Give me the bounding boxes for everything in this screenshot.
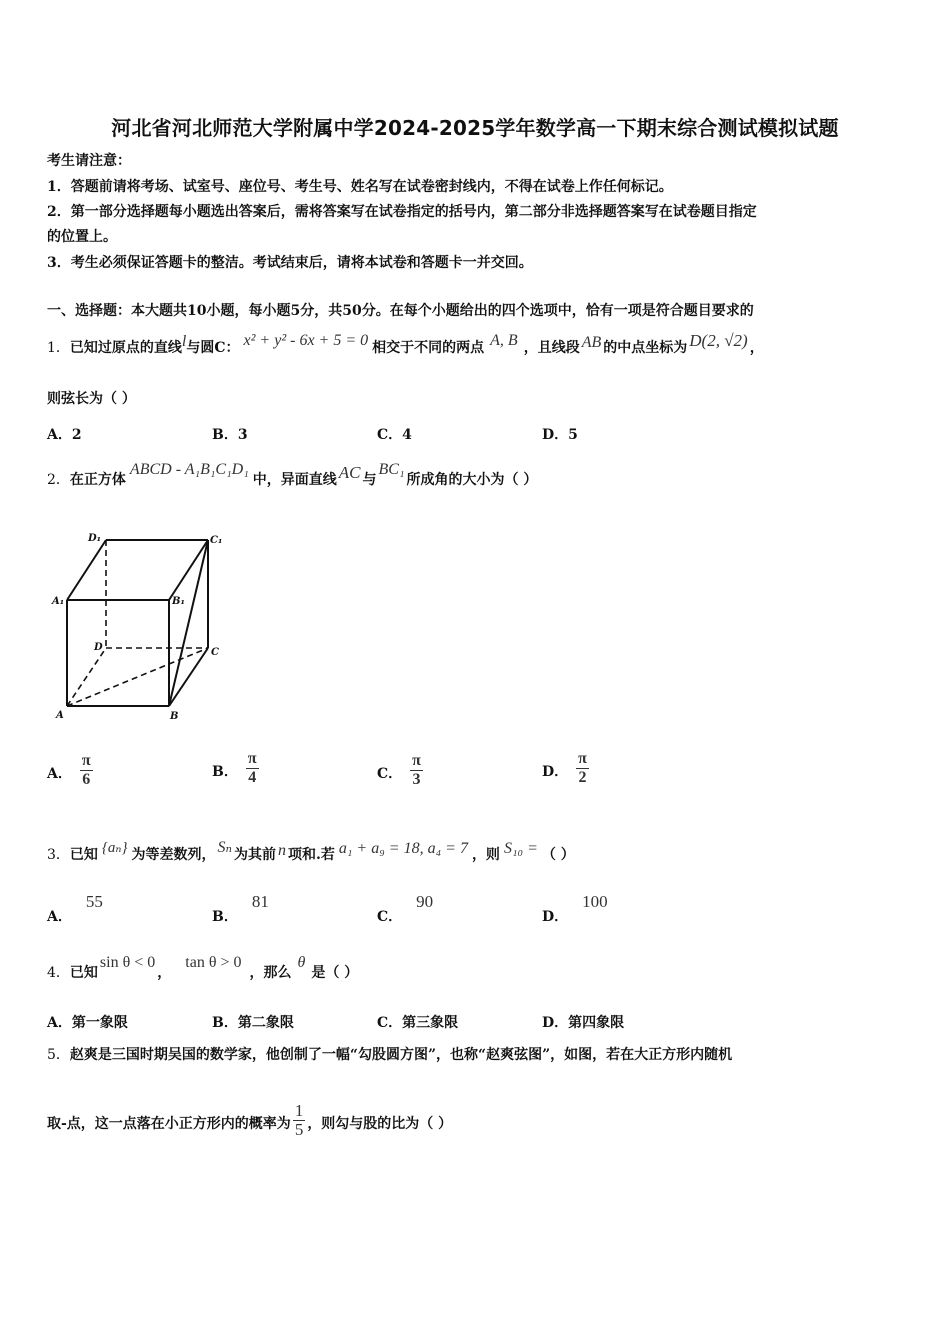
- question-3: [47, 839, 575, 864]
- q5-text-2: ，则勾与股的比为（ ）: [307, 1116, 453, 1132]
- q2-line-ac: AC: [338, 463, 361, 482]
- q4-text-2: ，: [157, 965, 172, 981]
- option-value: 2: [71, 427, 82, 443]
- notice-heading: 考生请注意：: [47, 153, 131, 169]
- option-value: 第一象限: [71, 1015, 128, 1031]
- option-value: 第四象限: [568, 1015, 625, 1031]
- vertex-label-a1: A₁: [52, 596, 65, 607]
- q1-midpoint: D(2, √2): [689, 331, 748, 350]
- q4-option-d[interactable]: [542, 1012, 624, 1032]
- q1-option-d[interactable]: [542, 424, 578, 444]
- option-value: 第三象限: [402, 1015, 459, 1031]
- fraction-numerator: π: [412, 752, 421, 769]
- option-value: 55: [85, 892, 103, 911]
- q5-text-1: 取-点，这一点落在小正方形内的概率为: [47, 1116, 291, 1132]
- q1-option-a[interactable]: [47, 424, 82, 444]
- vertex-label-a: A: [56, 710, 64, 721]
- q4-option-c[interactable]: [377, 1012, 458, 1032]
- option-label: D．: [542, 1015, 569, 1031]
- q1-text-6: ，: [749, 340, 764, 356]
- notice-item-2-cont: 的位置上。: [47, 229, 117, 245]
- option-value: 第二象限: [237, 1015, 294, 1031]
- option-label: C．: [377, 765, 403, 782]
- option-label: C．: [377, 909, 403, 925]
- q1-option-b[interactable]: [212, 424, 248, 444]
- q3-text-4: 项和.若: [287, 847, 335, 863]
- q1-text-4: ，且线段: [523, 340, 580, 356]
- question-5: [47, 1046, 732, 1064]
- option-label: B．: [212, 909, 238, 925]
- q1-option-c[interactable]: [377, 424, 412, 444]
- q4-theta: θ: [297, 954, 306, 971]
- q3-sequence: {aₙ}: [101, 840, 128, 856]
- exam-title: 河北省河北师范大学附属中学2024-2025学年数学高一下期末综合测试模拟试题: [111, 116, 839, 140]
- fraction-denominator: 2: [578, 769, 587, 786]
- fraction-denominator: 6: [82, 771, 91, 788]
- q1-points: A, B: [490, 332, 518, 349]
- q3-sum-sn: Sₙ: [217, 839, 232, 856]
- q4-condition-tan: tan θ > 0: [185, 954, 242, 971]
- q2-number: 2．: [47, 472, 70, 488]
- q1-var-l: l: [181, 333, 187, 350]
- option-label: A．: [47, 427, 72, 443]
- option-label: D．: [542, 763, 569, 780]
- vertex-label-c: C: [211, 647, 219, 658]
- q1-number: 1．: [47, 340, 70, 356]
- fraction-denominator: 5: [294, 1119, 304, 1139]
- q3-text-6: （ ）: [541, 847, 575, 863]
- q4-text-1: 已知: [69, 965, 98, 981]
- section-heading: 一、选择题：本大题共10小题，每小题5分，共50分。在每个小题给出的四个选项中，恰有一项是符合题目要求的: [47, 303, 754, 319]
- option-value: 5: [568, 427, 578, 443]
- option-label: A．: [47, 909, 72, 925]
- q2-option-a[interactable]: [47, 752, 93, 789]
- notice-item-1: 1．答题前请将考场、试室号、座位号、考生号、姓名写在试卷密封线内，不得在试卷上作任何标记。: [47, 179, 673, 195]
- option-label: A．: [47, 1015, 72, 1031]
- q2-text-3: 与: [362, 472, 377, 488]
- q1-segment: AB: [581, 334, 602, 351]
- question-2: [47, 461, 538, 489]
- q3-s10: S₁₀ =: [503, 840, 538, 857]
- option-label: B．: [212, 427, 238, 443]
- q1-circle-equation: x² + y² - 6x + 5 = 0: [243, 332, 369, 349]
- q4-number: 4．: [47, 965, 70, 981]
- vertex-label-c1: C₁: [210, 535, 223, 546]
- q3-option-a[interactable]: [47, 892, 103, 925]
- q2-cube-name: ABCD - A₁B₁C₁D₁: [129, 461, 249, 478]
- q1-text-3: 相交于不同的两点: [372, 340, 485, 356]
- fraction-denominator: 4: [248, 769, 257, 786]
- q2-option-c[interactable]: [377, 752, 423, 789]
- notice-item-3: 3．考生必须保证答题卡的整洁。考试结束后，请将本试卷和答题卡一并交回。: [47, 255, 533, 271]
- fraction-numerator: π: [81, 752, 91, 769]
- notice-item-2: 2．第一部分选择题每小题选出答案后，需将答案写在试卷指定的括号内，第二部分非选择题答案写在试卷题目指定: [47, 204, 757, 220]
- option-label: A．: [47, 765, 72, 782]
- option-value: 3: [237, 427, 248, 443]
- option-label: D．: [542, 427, 569, 443]
- q5-line-2: [47, 1100, 453, 1144]
- vertex-label-d1: D₁: [88, 533, 102, 544]
- fraction-numerator: 1: [294, 1100, 304, 1120]
- option-value: 90: [416, 892, 434, 911]
- fraction-denominator: 3: [412, 771, 421, 788]
- q2-option-d[interactable]: [542, 750, 589, 787]
- fraction-numerator: π: [578, 750, 587, 767]
- q3-condition: a₁ + a₉ = 18, a₄ = 7: [338, 840, 468, 857]
- question-4: [47, 954, 359, 982]
- q3-option-d[interactable]: [542, 892, 608, 925]
- option-label: B．: [212, 1015, 238, 1031]
- q3-text-2: 为等差数列，: [131, 847, 216, 863]
- q2-text-4: 所成角的大小为（ ）: [406, 472, 538, 488]
- q1-text-1: 已知过原点的直线: [69, 340, 182, 356]
- option-label: C．: [377, 1015, 403, 1031]
- edge-a1-d1: [67, 540, 106, 600]
- q2-option-b[interactable]: [212, 750, 259, 787]
- option-label: D．: [542, 909, 569, 925]
- cube-figure: [50, 528, 240, 724]
- q4-option-a[interactable]: [47, 1012, 128, 1032]
- q3-option-b[interactable]: [212, 892, 269, 925]
- q3-text-5: ，则: [471, 847, 500, 863]
- q3-text-3: 为其前: [233, 847, 276, 863]
- option-label: C．: [377, 427, 403, 443]
- q2-line-bc1: BC₁: [378, 461, 405, 478]
- q4-text-3: ，那么: [249, 965, 292, 981]
- q3-text-1: 已知: [69, 847, 98, 863]
- q5-number: 5．: [47, 1047, 70, 1063]
- diagonal-bc1: [169, 540, 208, 706]
- option-value: 100: [582, 892, 608, 911]
- q1-text-2: 与圆: [186, 340, 215, 356]
- q4-text-4: 是（ ）: [311, 965, 359, 981]
- q3-var-n: n: [277, 842, 286, 859]
- q2-text-2: 中，异面直线: [252, 472, 337, 488]
- option-value: 81: [251, 892, 269, 911]
- vertex-label-b1: B₁: [172, 596, 185, 607]
- option-label: B．: [212, 763, 238, 780]
- q2-text-1: 在正方体: [69, 472, 126, 488]
- hidden-diagonal-ac: [67, 648, 208, 706]
- q4-option-b[interactable]: [212, 1012, 294, 1032]
- vertex-label-b: B: [170, 711, 179, 722]
- q3-option-c[interactable]: [377, 892, 434, 925]
- question-1: [47, 331, 764, 357]
- fraction-numerator: π: [247, 750, 257, 767]
- q1-text-5: 的中点坐标为: [603, 340, 688, 356]
- option-value: 4: [402, 427, 412, 443]
- vertex-label-d: D: [94, 642, 103, 653]
- q1-circle-label: C：: [214, 340, 240, 356]
- q5-line-1: 赵爽是三国时期吴国的数学家，他创制了一幅“勾股圆方图”，也称“赵爽弦图”，如图，若在大正方形内随机: [69, 1047, 733, 1063]
- edge-b1-c1: [169, 540, 208, 600]
- q4-condition-sin: sin θ < 0: [99, 954, 156, 971]
- q3-number: 3．: [47, 847, 70, 863]
- q1-line-2: 则弦长为（ ）: [47, 391, 136, 407]
